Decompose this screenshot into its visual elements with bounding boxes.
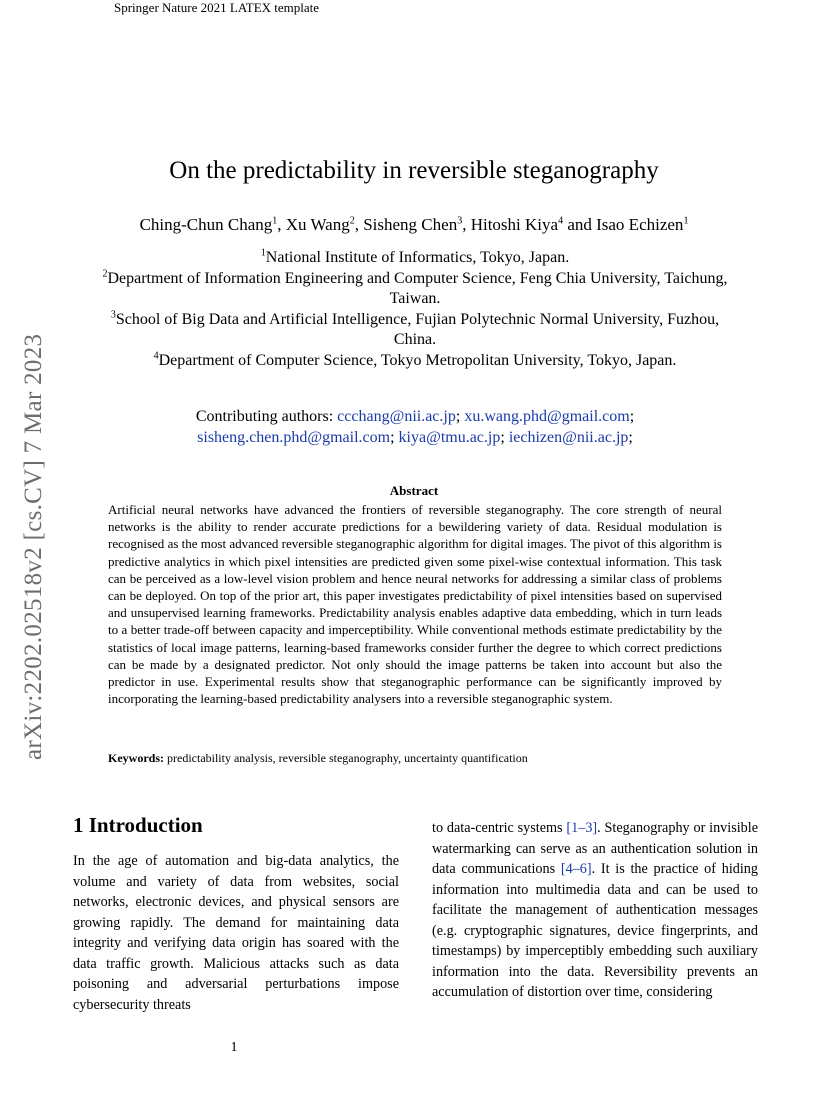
- author-affil-mark: 1: [272, 215, 278, 227]
- affiliation-mark: 2: [102, 268, 108, 280]
- contributing-authors: Contributing authors: ccchang@nii.ac.jp; xu.wang.phd@gmail.com; sisheng.chen.phd@gmail.com; kiya@tmu.ac.jp; iechizen@nii.ac.jp;: [195, 408, 635, 446]
- abstract-body: Artificial neural networks have advanced the frontiers of reversible steganography. The core strength of neural networks is the ability to render accurate predictions for a bewildering variety of data. Residual modulation is recognised as the most advanced reversible steganographic algorithm for digital images. The pivot of this algorithm is predictive analytics in which pixel intensities are predicted given some pixel-wise contextual information. This task can be perceived as a low-level vision problem and hence neural networks for addressing a similar class of problems can be deployed. On top of the prior art, this paper investigates predictability of pixel intensities based on supervised and unsupervised learning frameworks. Predictability analysis enables adaptive data embedding, which in turn leads to a better trade-off between capacity and imperceptibility. While conventional methods estimate predictability by the statistics of local image patterns, learning-based frameworks consider further the degree to which correct predictions can be made by a designated predictor. Not only should the image patterns be taken into account but also the predictor in use. Experimental results show that steganographic performance can be significantly improved by incorporating the learning-based predictability analysers into a reversible steganographic system.: [108, 502, 722, 707]
- intro-text: to data-centric systems: [432, 820, 567, 836]
- intro-text: . Steganography or invisible watermarking can serve as an authentication solution in data communications: [432, 820, 758, 877]
- author-affil-mark: 4: [558, 215, 564, 227]
- affiliation: [95, 248, 735, 269]
- paper-title: On the predictability in reversible steganography: [169, 157, 659, 184]
- author-affil-mark: 2: [349, 215, 355, 227]
- author-affil-mark: 3: [457, 215, 463, 227]
- author: Isao Echizen: [596, 215, 684, 234]
- section-heading: 1 Introduction: [73, 813, 203, 837]
- arxiv-stamp: arXiv:2202.02518v2 [cs.CV] 7 Mar 2023: [20, 333, 47, 760]
- author-separator: and: [563, 215, 597, 234]
- author: Xu Wang: [285, 215, 350, 234]
- affiliation-mark: 1: [260, 247, 266, 259]
- email-link[interactable]: kiya@tmu.ac.jp: [398, 428, 501, 446]
- affiliation-mark: 4: [153, 350, 159, 362]
- author: Hitoshi Kiya: [470, 215, 559, 234]
- page-number: 1: [230, 1040, 238, 1055]
- affiliation-text: Department of Information Engineering and Computer Science, Feng Chia University, Taichung, Taiwan.: [107, 269, 728, 307]
- contributing-label: Contributing authors:: [195, 408, 334, 425]
- author-separator: ,: [277, 215, 286, 234]
- email-link[interactable]: iechizen@nii.ac.jp: [508, 428, 629, 446]
- author-affil-mark: 1: [683, 215, 689, 227]
- affiliation-mark: 3: [110, 309, 116, 321]
- intro-left-column: In the age of automation and big-data analytics, the volume and variety of data from websites, social networks, electronic devices, and physical sensors are growing rapidly. The demand for maintaining data integrity and verifying data origin has soared with the data traffic growth. Malicious attacks such as data poisoning and adversarial perturbations impose cybersecurity threats: [73, 853, 399, 1013]
- affiliation: [95, 310, 735, 351]
- citation-link[interactable]: [4–6]: [560, 861, 592, 877]
- intro-text: . It is the practice of hiding information into multimedia data and can be used to facilitate the management of authentication messages (e.g. cryptographic signatures, device fingerprints, and timestamps) by imperceptibly embedding such auxiliary information into the data. Reversibility prevents an accumulation of distortion over time, considering: [432, 861, 758, 1000]
- affiliation: [95, 269, 735, 310]
- running-header: Springer Nature 2021 LATEX template: [114, 0, 320, 15]
- keywords-label: Keywords:: [108, 751, 164, 765]
- keywords-text: predictability analysis, reversible steganography, uncertainty quantification: [167, 751, 528, 765]
- author: Ching-Chun Chang: [139, 215, 273, 234]
- abstract-heading: Abstract: [389, 483, 439, 498]
- author-separator: ,: [462, 215, 471, 234]
- affiliation-text: School of Big Data and Artificial Intelligence, Fujian Polytechnic Normal University, Fuzhou, China.: [115, 310, 720, 348]
- intro-right-column: [432, 818, 758, 1003]
- author-separator: ,: [354, 215, 364, 234]
- citation-link[interactable]: [1–3]: [566, 820, 598, 836]
- keywords: [108, 751, 722, 766]
- affiliation-text: Department of Computer Science, Tokyo Metropolitan University, Tokyo, Japan.: [158, 351, 677, 369]
- affiliations: [95, 248, 735, 371]
- author: Sisheng Chen: [363, 215, 458, 234]
- email-link[interactable]: ccchang@nii.ac.jp: [337, 408, 456, 425]
- email-link[interactable]: sisheng.chen.phd@gmail.com: [197, 428, 391, 446]
- affiliation-text: National Institute of Informatics, Tokyo, Japan.: [265, 249, 570, 266]
- email-link[interactable]: xu.wang.phd@gmail.com: [464, 408, 630, 425]
- author-list: [0, 215, 828, 235]
- affiliation: [95, 351, 735, 372]
